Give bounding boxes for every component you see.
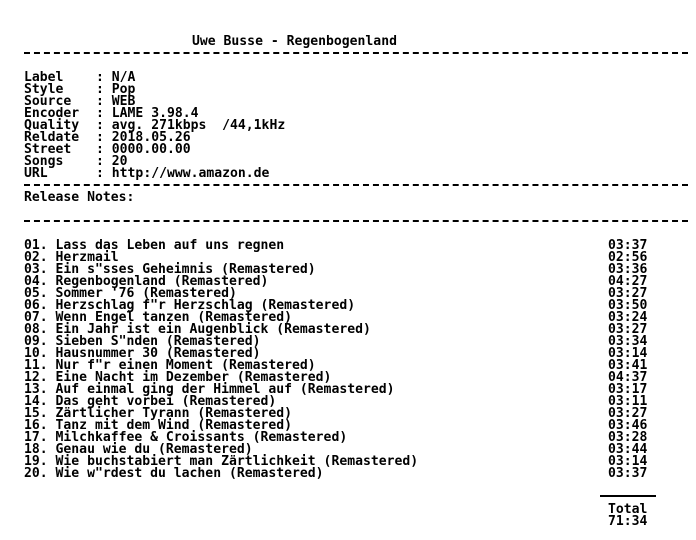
info-separator: : [96,154,104,169]
track-duration: 03:27 [608,286,648,301]
track-duration: 03:41 [608,358,648,373]
info-key: Label [24,70,64,85]
track-title: 11. Nur f"r einen Moment (Remastered) [24,358,316,373]
track-title: 13. Auf einmal ging der Himmel auf (Remastered) [24,382,395,397]
track-duration: 03:34 [608,334,648,349]
info-value: avg. 271kbps /44,1kHz [111,118,286,133]
track-duration: 03:27 [608,406,648,421]
track-title: 18. Genau wie du (Remastered) [24,442,253,457]
track-duration: 03:50 [608,298,648,313]
track-title: 02. Herzmail [24,250,119,265]
track-duration: 03:14 [608,454,648,469]
info-value: http://www.amazon.de [111,166,270,181]
track-duration: 03:11 [608,394,648,409]
info-key: Reldate [24,130,80,145]
track-title: 06. Herzschlag f"r Herzschlag (Remastered) [24,298,356,313]
track-duration: 03:37 [608,238,648,253]
track-title: 09. Sieben S"nden (Remastered) [24,334,261,349]
dashed-divider [24,52,688,54]
track-title: 14. Das geht vorbei (Remastered) [24,394,277,409]
info-key: Encoder [24,106,80,121]
track-title: 07. Wenn Engel tanzen (Remastered) [24,310,293,325]
info-key: Style [24,82,64,97]
track-duration: 03:27 [608,322,648,337]
track-title: 12. Eine Nacht im Dezember (Remastered) [24,370,332,385]
track-title: 05. Sommer '76 (Remastered) [24,286,237,301]
info-value: WEB [111,94,136,109]
info-value: 20 [111,154,128,169]
info-separator: : [96,118,104,133]
track-duration: 03:37 [608,466,648,481]
track-title: 01. Lass das Leben auf uns regnen [24,238,285,253]
track-duration: 04:37 [608,370,648,385]
info-value: 2018.05.26 [111,130,191,145]
info-key: Quality [24,118,80,133]
dashed-divider [24,220,688,222]
track-duration: 03:36 [608,262,648,277]
track-row [24,240,664,252]
track-duration: 03:44 [608,442,648,457]
track-title: 19. Wie buchstabiert man Zärtlichkeit (Remastered) [24,454,419,469]
info-key: Street [24,142,72,157]
track-duration: 03:46 [608,418,648,433]
track-title: 17. Milchkaffee & Croissants (Remastered) [24,430,348,445]
track-title: 03. Ein s"sses Geheimnis (Remastered) [24,262,316,277]
track-title: 16. Tanz mit dem Wind (Remastered) [24,418,293,433]
info-separator: : [96,130,104,145]
release-notes-label: Release Notes: [24,190,135,205]
track-title: 08. Ein Jahr ist ein Augenblick (Remastered) [24,322,371,337]
track-duration: 02:56 [608,250,648,265]
info-key: Source [24,94,72,109]
info-value: LAME 3.98.4 [111,106,199,121]
total-duration: 71:34 [608,514,648,529]
release-title: Uwe Busse - Regenbogenland [192,34,397,49]
info-key: URL [24,166,48,181]
info-row-url [24,168,269,180]
info-separator: : [96,94,104,109]
track-duration: 04:27 [608,274,648,289]
total-divider [600,495,656,497]
info-separator: : [96,142,104,157]
track-title: 04. Regenbogenland (Remastered) [24,274,269,289]
track-duration: 03:28 [608,430,648,445]
info-separator: : [96,82,104,97]
track-title: 20. Wie w"rdest du lachen (Remastered) [24,466,324,481]
track-row [24,468,664,480]
track-duration: 03:24 [608,310,648,325]
track-title: 15. Zärtlicher Tyrann (Remastered) [24,406,293,421]
info-value: N/A [111,70,136,85]
info-separator: : [96,70,104,85]
info-separator: : [96,106,104,121]
info-value: 0000.00.00 [111,142,191,157]
track-duration: 03:17 [608,382,648,397]
track-duration: 03:14 [608,346,648,361]
info-key: Songs [24,154,64,169]
dashed-divider [24,184,688,186]
total-label: Total [608,502,648,517]
track-title: 10. Hausnummer 30 (Remastered) [24,346,261,361]
info-separator: : [96,166,104,181]
info-value: Pop [111,82,136,97]
